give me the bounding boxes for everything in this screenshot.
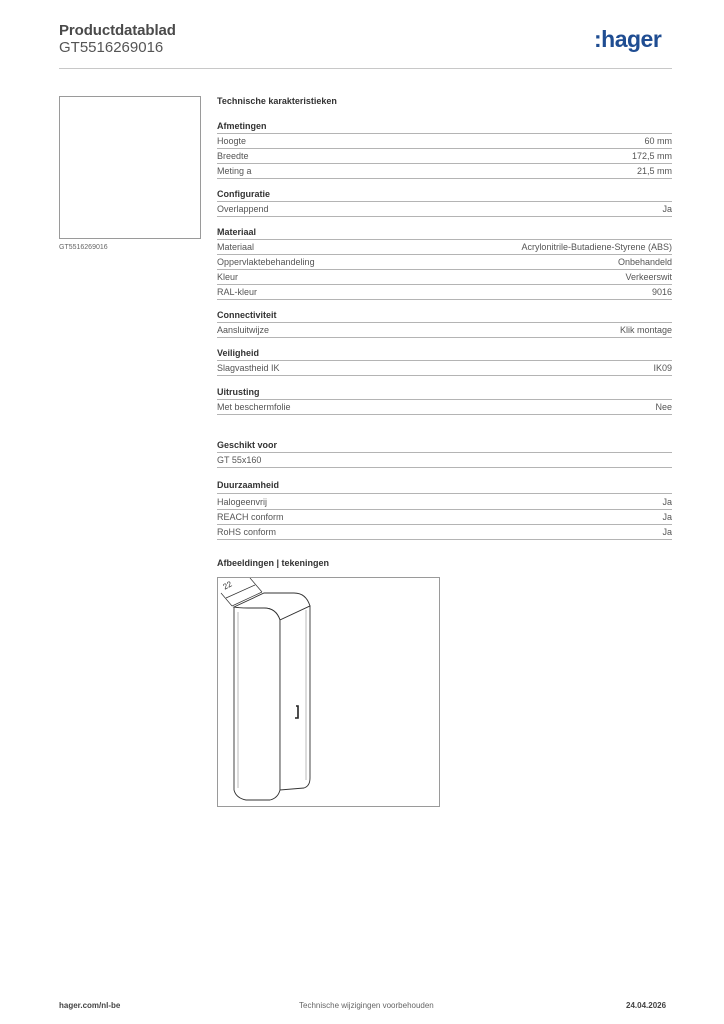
row-divider (217, 163, 672, 164)
spec-row-reach (217, 511, 672, 525)
spec-label: RoHS conform (217, 527, 277, 537)
section-title-materiaal: Materiaal (217, 227, 257, 237)
spec-label: Hoogte (217, 136, 247, 146)
technical-drawing (217, 577, 440, 807)
section-title-veiligheid: Veiligheid (217, 348, 260, 358)
row-divider (217, 201, 672, 202)
dimension-label: 22 (221, 579, 234, 592)
section-title-uitrusting: Uitrusting (217, 387, 260, 397)
spec-row-halogeenvrij (217, 496, 672, 510)
row-divider (217, 467, 672, 468)
spec-value: 60 mm (644, 136, 672, 146)
hager-logo: :hager (594, 26, 662, 52)
spec-row-kleur (217, 271, 672, 285)
spec-value: Ja (662, 512, 672, 522)
row-divider (217, 322, 672, 323)
row-divider (217, 239, 672, 240)
spec-label: Kleur (217, 272, 239, 282)
spec-label: Met beschermfolie (217, 402, 291, 412)
row-divider (217, 539, 672, 540)
row-divider (217, 414, 672, 415)
spec-row-breedte (217, 150, 672, 164)
spec-label: Breedte (217, 151, 249, 161)
row-divider (217, 524, 672, 525)
row-divider (217, 399, 672, 400)
spec-row-rohs (217, 526, 672, 540)
spec-value: 172,5 mm (631, 151, 672, 161)
drawings-heading: Afbeeldingen | tekeningen (217, 558, 330, 568)
product-image-placeholder (59, 96, 201, 239)
spec-label: REACH conform (217, 512, 284, 522)
header-divider (59, 68, 672, 69)
spec-value: IK09 (653, 363, 672, 373)
section-title-connectiviteit: Connectiviteit (217, 310, 277, 320)
spec-value: 9016 (651, 287, 672, 297)
spec-label: Aansluitwijze (217, 325, 270, 335)
row-divider (217, 493, 672, 494)
spec-row-overlappend (217, 203, 672, 217)
spec-value: Ja (662, 497, 672, 507)
product-code: GT5516269016 (59, 39, 164, 56)
end-cap-drawing (218, 578, 441, 808)
spec-value: Verkeerswit (625, 272, 672, 282)
row-divider (217, 337, 672, 338)
spec-value: Acrylonitrile-Butadiene-Styrene (ABS) (521, 242, 672, 252)
row-divider (217, 360, 672, 361)
row-divider (217, 452, 672, 453)
spec-label: Slagvastheid IK (217, 363, 280, 373)
spec-row-ral-kleur (217, 286, 672, 300)
spec-row-materiaal (217, 241, 672, 255)
spec-label: Materiaal (217, 242, 255, 252)
spec-value: Ja (662, 204, 672, 214)
row-divider (217, 509, 672, 510)
footer-notice: Technische wijzigingen voorbehouden (299, 1001, 434, 1010)
spec-value: Ja (662, 527, 672, 537)
section-title-configuratie: Configuratie (217, 189, 270, 199)
row-divider (217, 299, 672, 300)
spec-label: Meting a (217, 166, 252, 176)
spec-label: Oppervlaktebehandeling (217, 257, 315, 267)
spec-label: Overlappend (217, 204, 269, 214)
product-image-caption: GT5516269016 (59, 244, 108, 251)
spec-row-aansluitwijze (217, 324, 672, 338)
footer-date: 24.04.2026 (626, 1001, 667, 1010)
spec-value: Onbehandeld (617, 257, 672, 267)
spec-label: Halogeenvrij (217, 497, 268, 507)
row-divider (217, 269, 672, 270)
section-title-duurzaamheid: Duurzaamheid (217, 480, 280, 490)
row-divider (217, 284, 672, 285)
spec-label: GT 55x160 (217, 455, 262, 465)
spec-value: Klik montage (619, 325, 672, 335)
row-divider (217, 178, 672, 179)
row-divider (217, 375, 672, 376)
section-title-afmetingen: Afmetingen (217, 121, 267, 131)
spec-label: RAL-kleur (217, 287, 258, 297)
spec-value: Nee (655, 402, 672, 412)
row-divider (217, 254, 672, 255)
section-title-geschikt-voor: Geschikt voor (217, 440, 278, 450)
specs-heading: Technische karakteristieken (217, 96, 337, 106)
spec-row-hoogte (217, 135, 672, 149)
page-title: Productdatablad (59, 22, 176, 39)
footer-website[interactable]: hager.com/nl-be (59, 1001, 121, 1010)
spec-value: 21,5 mm (636, 166, 672, 176)
row-divider (217, 148, 672, 149)
spec-row-geschikt (217, 454, 672, 468)
spec-row-meting-a (217, 165, 672, 179)
row-divider (217, 216, 672, 217)
row-divider (217, 133, 672, 134)
spec-row-oppervlaktebehandeling (217, 256, 672, 270)
spec-row-beschermfolie (217, 401, 672, 415)
spec-row-slagvastheid (217, 362, 672, 376)
